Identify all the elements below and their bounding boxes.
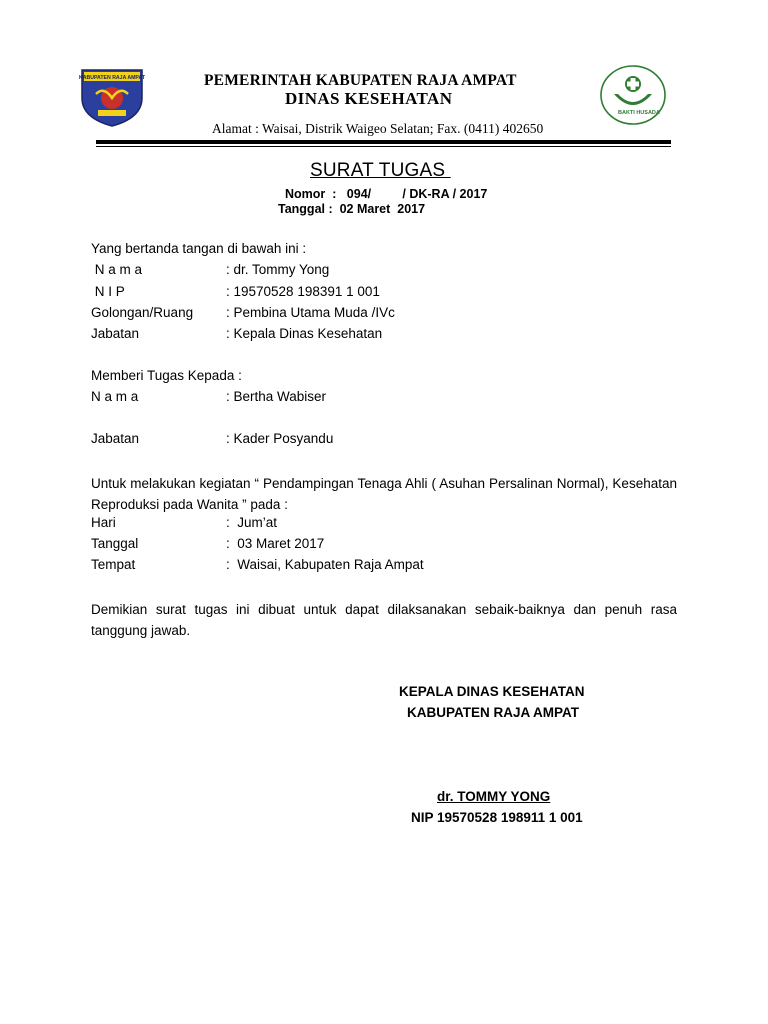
- closing-statement: Demikian surat tugas ini dibuat untuk dapat dilaksanakan sebaik-baiknya dan penuh rasa tanggung jawab.: [91, 602, 677, 638]
- header-rule-thick: [96, 140, 671, 144]
- field-label: Tanggal: [91, 536, 139, 551]
- field-value: : Waisai, Kabupaten Raja Ampat: [226, 557, 424, 572]
- org-address: Alamat : Waisai, Distrik Waigeo Selatan; Fax. (0411) 402650: [212, 121, 544, 136]
- field-label: Golongan/Ruang: [91, 305, 194, 320]
- field-value: : Kader Posyandu: [226, 431, 334, 446]
- field-value: : 03 Maret 2017: [226, 536, 325, 551]
- field-value: : dr. Tommy Yong: [226, 262, 330, 277]
- field-value: : Jum’at: [226, 515, 278, 530]
- field-value: : Bertha Wabiser: [226, 389, 327, 404]
- document-date: Tanggal : 02 Maret 2017: [278, 202, 426, 216]
- org-name-line1: PEMERINTAH KABUPATEN RAJA AMPAT: [204, 72, 517, 89]
- assignee-intro: Memberi Tugas Kepada :: [91, 368, 242, 383]
- field-value: : Kepala Dinas Kesehatan: [226, 326, 383, 341]
- signatory-title-line2: KABUPATEN RAJA AMPAT: [407, 705, 579, 720]
- field-label: Tempat: [91, 557, 136, 572]
- signatory-name: dr. TOMMY YONG: [437, 789, 551, 804]
- field-label: N I P: [91, 284, 125, 299]
- field-label: N a m a: [91, 262, 143, 277]
- activity-description: Untuk melakukan kegiatan “ Pendampingan Tenaga Ahli ( Asuhan Persalinan Normal), Kesehatan Reproduksi pada Wanita ” pada :: [91, 476, 677, 512]
- field-value: : Pembina Utama Muda /IVc: [226, 305, 395, 320]
- field-label: Jabatan: [91, 431, 140, 446]
- bakti-husada-logo: [598, 64, 668, 126]
- svg-text:KABUPATEN RAJA AMPAT: KABUPATEN RAJA AMPAT: [78, 75, 146, 81]
- signatory-title-line1: KEPALA DINAS KESEHATAN: [399, 684, 585, 699]
- svg-text:BAKTI HUSADA: BAKTI HUSADA: [618, 110, 660, 116]
- signer-intro: Yang bertanda tangan di bawah ini :: [91, 241, 307, 256]
- header-rule-thin: [96, 146, 671, 147]
- field-label: Hari: [91, 515, 116, 530]
- regency-emblem-logo: [76, 64, 148, 128]
- org-name-line2: DINAS KESEHATAN: [285, 89, 453, 108]
- field-label: N a m a: [91, 389, 139, 404]
- field-value: : 19570528 198391 1 001: [226, 284, 380, 299]
- document-number: Nomor : 094/ / DK-RA / 2017: [285, 187, 488, 201]
- field-label: Jabatan: [91, 326, 140, 341]
- document-title: SURAT TUGAS: [310, 160, 451, 181]
- signatory-nip: NIP 19570528 198911 1 001: [411, 810, 583, 825]
